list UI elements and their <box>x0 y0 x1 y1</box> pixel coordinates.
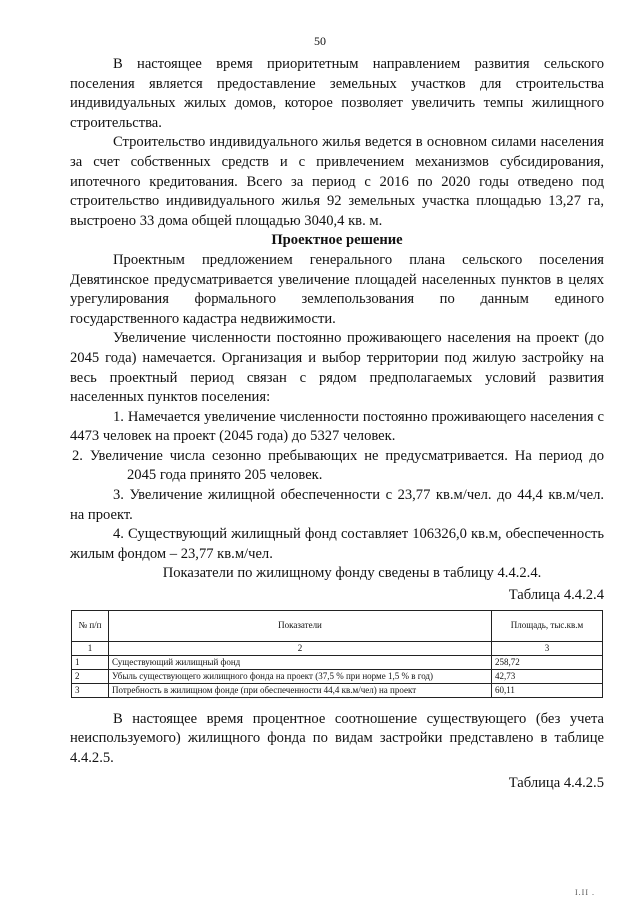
table-row <box>72 683 603 697</box>
section-paragraph-2: Увеличение численности постоянно проживающего населения на проект (до 2045 года) намечается. Организация и выбор территории под жилую застройку на весь проектный период связан с рядом предполагаемых условий развития населенных пунктов поселения: <box>70 330 604 406</box>
list-item-3: 3. Увеличение жилищной обеспеченности с 23,77 кв.м/чел. до 44,4 кв.м/чел. на проект. <box>70 487 604 523</box>
document-body <box>70 55 604 794</box>
section-paragraph-1: Проектным предложением генерального плана сельского поселения Девятинское предусматривается увеличение площадей населенных пунктов в целях урегулирования формального землепользования по данным единого государственного кадастра недвижимости. <box>70 251 604 327</box>
row-value-cell: 258,72 <box>492 655 603 669</box>
intro-paragraph-1: В настоящее время приоритетным направлением развития сельского поселения является предоставление земельных участков для строительства индивидуальных жилых домов, которое позволяет увеличить темпы жилищного строительства. <box>70 56 604 131</box>
column-number-cell: 1 <box>72 641 109 655</box>
row-value-cell: 42,73 <box>492 669 603 683</box>
column-number-cell: 2 <box>109 641 492 655</box>
row-indicator-cell: Потребность в жилищном фонде (при обеспеченности 44,4 кв.м/чел) на проект <box>109 683 492 697</box>
header-cell-area: Площадь, тыс.кв.м <box>492 610 603 641</box>
row-indicator-cell: Существующий жилищный фонд <box>109 655 492 669</box>
row-indicator-cell: Убыль существующего жилищного фонда на проект (37,5 % при норме 1,5 % в год) <box>109 669 492 683</box>
footer-mark: I.II . <box>575 888 595 897</box>
table-caption-2: Таблица 4.4.2.5 <box>508 775 604 792</box>
table-caption-1: Таблица 4.4.2.4 <box>508 587 604 604</box>
row-value-cell: 60,11 <box>492 683 603 697</box>
list-item-2: 2. Увеличение числа сезонно пребывающих не предусматривается. На период до 2045 года принято 205 человек. <box>72 447 604 484</box>
housing-table <box>71 610 603 698</box>
column-number-cell: 3 <box>492 641 603 655</box>
list-item-1: 1. Намечается увеличение численности постоянно проживающего населения с 4473 человек на проект (2045 года) до 5327 человек. <box>70 408 604 445</box>
row-number-cell: 1 <box>72 655 109 669</box>
header-cell-indicator: Показатели <box>109 610 492 641</box>
row-number-cell: 3 <box>72 683 109 697</box>
table-reference: Показатели по жилищному фонду сведены в таблицу 4.4.2.4. <box>162 565 542 582</box>
header-cell-number: № п/п <box>72 610 109 641</box>
table-column-number-row <box>72 641 603 655</box>
intro-paragraph-2: Строительство индивидуального жилья ведется в основном силами населения за счет собственных средств и с привлечением механизмов субсидирования, ипотечного кредитования. Всего за период с 2016 по 2020 годы отведено под строительство индивидуального жилья 92 земельных участка площадью 13,27 га, выстроено 33 дома общей площадью 3040,4 кв. м. <box>70 134 604 229</box>
list-item-4: 4. Существующий жилищный фонд составляет 106326,0 кв.м, обеспеченность жилым фондом – 23,77 кв.м/чел. <box>70 526 604 562</box>
page-number: 50 <box>314 34 326 48</box>
closing-paragraph: В настоящее время процентное соотношение существующего (без учета неиспользуемого) жилищного фонда по видам застройки представлено в таблице 4.4.2.5. <box>70 710 604 766</box>
table-row <box>72 669 603 683</box>
section-heading: Проектное решение <box>271 232 403 249</box>
row-number-cell: 2 <box>72 669 109 683</box>
table-row <box>72 655 603 669</box>
table-header-row <box>72 610 603 641</box>
